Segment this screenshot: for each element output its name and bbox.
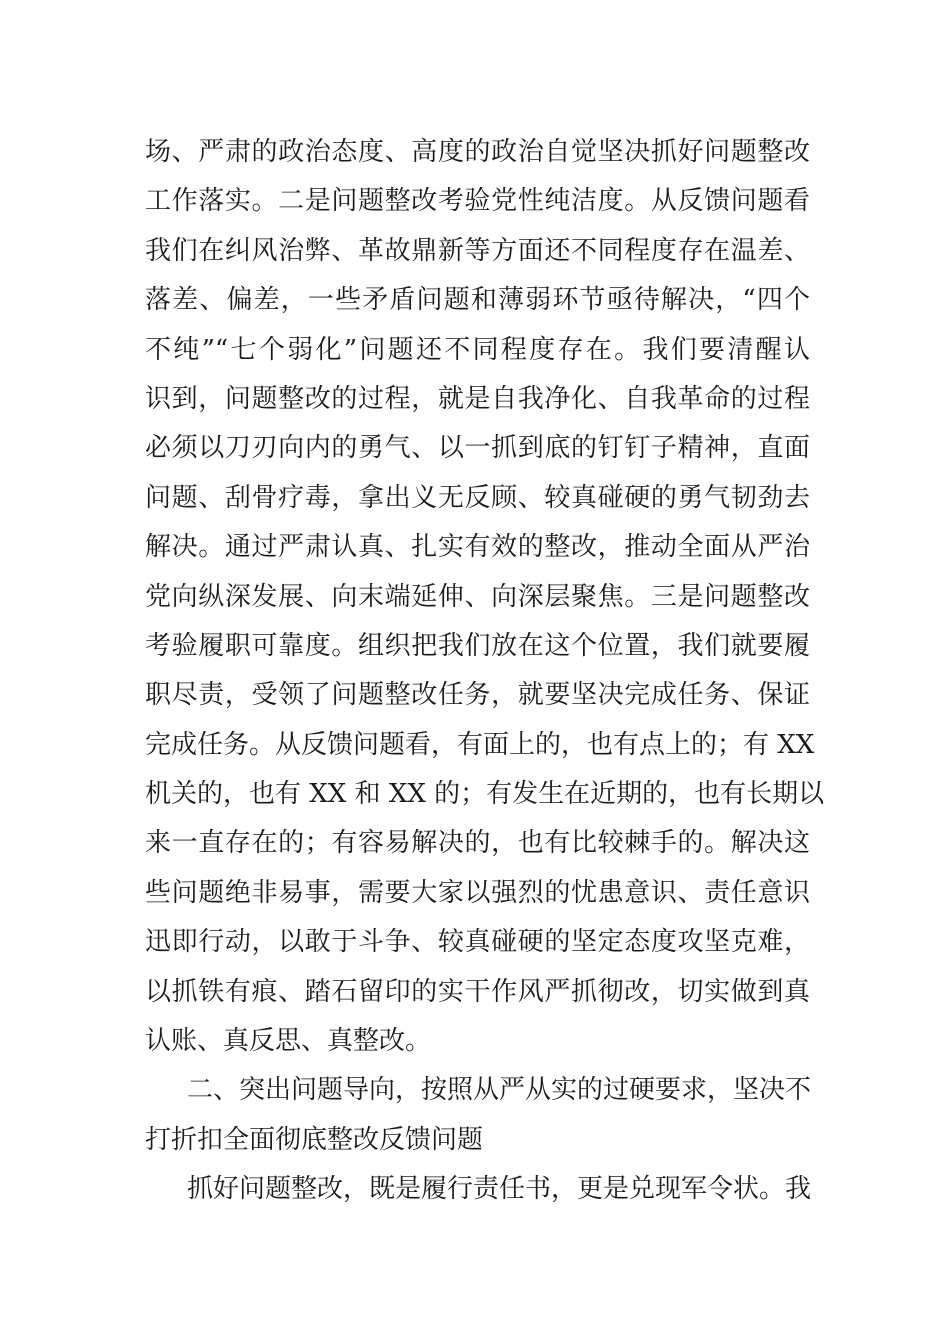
text-line-16: 些问题绝非易事，需要大家以强烈的忧患意识、责任意识	[145, 877, 810, 908]
text-line-2: 工作落实。二是问题整改考验党性纯洁度。从反馈问题看	[145, 186, 810, 217]
text-line-11: 考验履职可靠度。组织把我们放在这个位置，我们就要履	[145, 630, 810, 661]
text-line-17: 迅即行动，以敢于斗争、较真碰硬的坚定态度攻坚克难，	[145, 927, 810, 958]
text-line-6: 识到，问题整改的过程，就是自我净化、自我革命的过程	[145, 383, 810, 414]
text-line-8: 问题、刮骨疗毒，拿出义无反顾、较真碰硬的勇气韧劲去	[145, 482, 810, 513]
text-line-13: 完成任务。从反馈问题看，有面上的，也有点上的；有 XX	[145, 729, 815, 760]
section-heading-line-1: 二、突出问题导向，按照从严从实的过硬要求，坚决不	[187, 1075, 812, 1106]
text-line-19: 认账、真反思、真整改。	[145, 1026, 432, 1057]
text-line-18: 以抓铁有痕、踏石留印的实干作风严抓彻改，切实做到真	[145, 976, 810, 1007]
text-line-12: 职尽责，受领了问题整改任务，就要坚决完成任务、保证	[145, 680, 810, 711]
text-line-1: 场、严肃的政治态度、高度的政治自觉坚决抓好问题整改	[145, 137, 810, 167]
section-heading-line-2: 打折扣全面彻底整改反馈问题	[145, 1124, 484, 1155]
text-line-5: 不纯”“七个弱化”问题还不同程度存在。我们要清醒认	[145, 334, 810, 365]
text-line-7: 必须以刀刃向内的勇气、以一抓到底的钉钉子精神，直面	[145, 433, 810, 464]
text-line-22: 抓好问题整改，既是履行责任书，更是兑现军令状。我	[187, 1174, 812, 1205]
text-line-3: 我们在纠风治弊、革故鼎新等方面还不同程度存在温差、	[145, 235, 810, 266]
text-line-9: 解决。通过严肃认真、扎实有效的整改，推动全面从严治	[145, 532, 810, 563]
text-line-15: 来一直存在的；有容易解决的，也有比较棘手的。解决这	[145, 828, 810, 859]
text-line-14: 机关的，也有 XX 和 XX 的；有发生在近期的，也有长期以	[145, 779, 825, 810]
text-line-4: 落差、偏差，一些矛盾问题和薄弱环节亟待解决，“四个	[145, 285, 810, 316]
text-line-10: 党向纵深发展、向末端延伸、向深层聚焦。三是问题整改	[145, 581, 810, 612]
document-body	[145, 128, 825, 1215]
